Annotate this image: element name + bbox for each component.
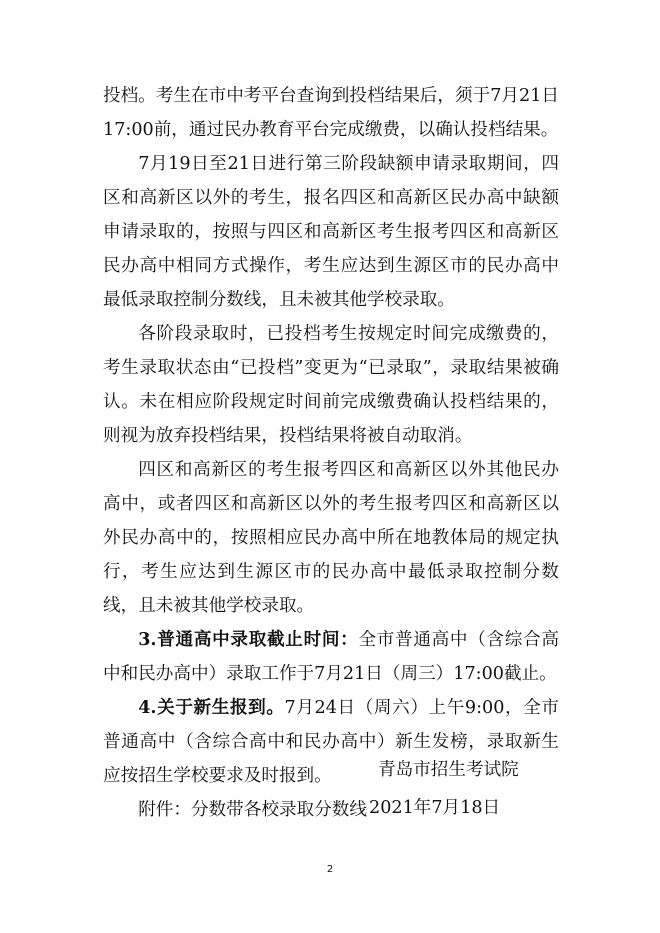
text-admission-cutoff: 全市普通高中（含综合高中和民办高中）录取工作于7月21日（周三）17:00截止。 xyxy=(103,630,559,684)
paragraph-admission-status: 各阶段录取时，已投档考生按规定时间完成缴费的，考生录取状态由“已投档”变更为“已录取”，录取结果被确认。未在相应阶段规定时间前完成缴费确认投档结果的，则视为放弃投档结果，投档结果将被自动取消。 xyxy=(103,324,559,446)
text-registration: 7月24日（周六）上午9:00，全市普通高中（含综合高中和民办高中）新生发榜，录取新生应按招生学校要求及时报到。 xyxy=(103,698,560,786)
paragraph-payment-deadline: 投档。考生在市中考平台查询到投档结果后，须于7月21日17:00前，通过民办教育平台完成缴费，以确认投档结果。 xyxy=(103,86,559,140)
paragraph-admission-cutoff xyxy=(103,623,559,691)
paragraph-attachment: 附件：分数带各校录取分数线 xyxy=(138,800,367,820)
paragraph-cross-district: 四区和高新区的考生报考四区和高新区以外其他民办高中，或者四区和高新区以外的考生报考四区和高新区以外民办高中的，按照相应民办高中所在地教体局的规定执行，考生应达到生源区市的民办高中最低录取控制分数线，且未被其他学校录取。 xyxy=(103,460,559,616)
heading-registration: 4.关于新生报到。 xyxy=(138,697,285,718)
issuing-organization: 青岛市招生考试院 xyxy=(378,760,519,780)
document-body xyxy=(103,79,559,827)
paragraph-third-stage: 7月19日至21日进行第三阶段缺额申请录取期间，四区和高新区以外的考生，报名四区和高新区民办高中缺额申请录取的，按照与四区和高新区考生报考四区和高新区民办高中相同方式操作，考生应达到生源区市的民办高中最低录取控制分数线，且未被其他学校录取。 xyxy=(103,154,559,310)
issue-date: 2021年7月18日 xyxy=(369,798,501,818)
heading-admission-cutoff: 3.普通高中录取截止时间： xyxy=(138,629,359,650)
page-number: 2 xyxy=(326,864,334,875)
